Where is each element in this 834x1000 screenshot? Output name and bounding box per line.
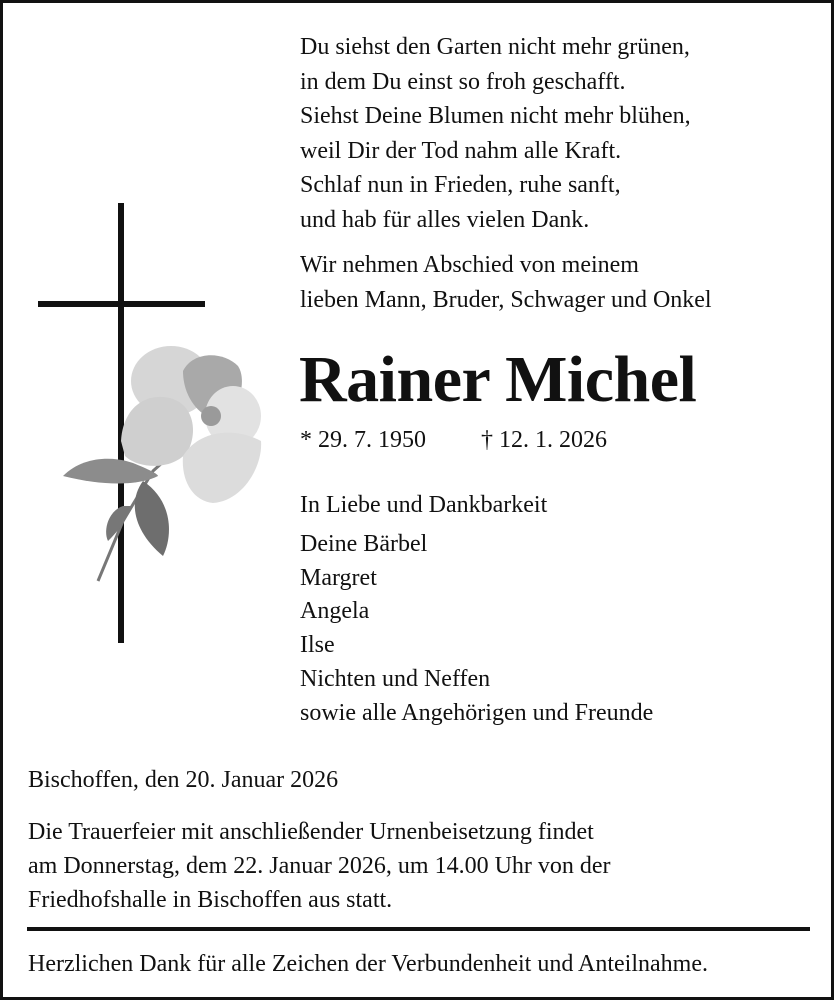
poem <box>300 30 691 237</box>
mourners-intro: In Liebe und Dankbarkeit <box>300 492 548 518</box>
farewell-intro <box>300 248 712 317</box>
poem-line: Schlaf nun in Frieden, ruhe sanft, <box>300 172 621 198</box>
mourner: Deine Bärbel <box>300 531 428 557</box>
poem-line: und hab für alles vielen Dank. <box>300 206 590 233</box>
mourner: sowie alle Angehörigen und Freunde <box>300 699 654 726</box>
mourner: Nichten und Neffen <box>300 665 491 692</box>
mourner: Ilse <box>300 632 335 659</box>
service-line: Friedhofshalle in Bischoffen aus statt. <box>28 887 393 913</box>
intro-line: lieben Mann, Bruder, Schwager und Onkel <box>300 286 712 313</box>
service-line: am Donnerstag, dem 22. Januar 2026, um 14.00 Uhr von der <box>28 853 611 879</box>
cross-with-rose-icon <box>33 201 273 646</box>
service-info <box>28 815 611 917</box>
place-date: Bischoffen, den 20. Januar 2026 <box>28 767 339 793</box>
intro-line: Wir nehmen Abschied von meinem <box>300 252 639 278</box>
poem-line: weil Dir der Tod nahm alle Kraft. <box>300 137 622 164</box>
mourners-list <box>300 528 653 730</box>
divider <box>27 927 810 931</box>
mourner: Angela <box>300 598 370 625</box>
death-date: † 12. 1. 2026 <box>481 427 607 453</box>
deceased-name: Rainer Michel <box>299 343 697 416</box>
poem-line: in dem Du einst so froh geschafft. <box>300 68 626 95</box>
mourner: Margret <box>300 564 377 591</box>
service-line: Die Trauerfeier mit anschließender Urnenbeisetzung findet <box>28 819 594 845</box>
thanks-note: Herzlichen Dank für alle Zeichen der Verbundenheit und Anteilnahme. <box>28 951 708 977</box>
poem-line: Du siehst den Garten nicht mehr grünen, <box>300 34 690 60</box>
birth-date: * 29. 7. 1950 <box>300 427 426 453</box>
poem-line: Siehst Deine Blumen nicht mehr blühen, <box>300 103 691 129</box>
